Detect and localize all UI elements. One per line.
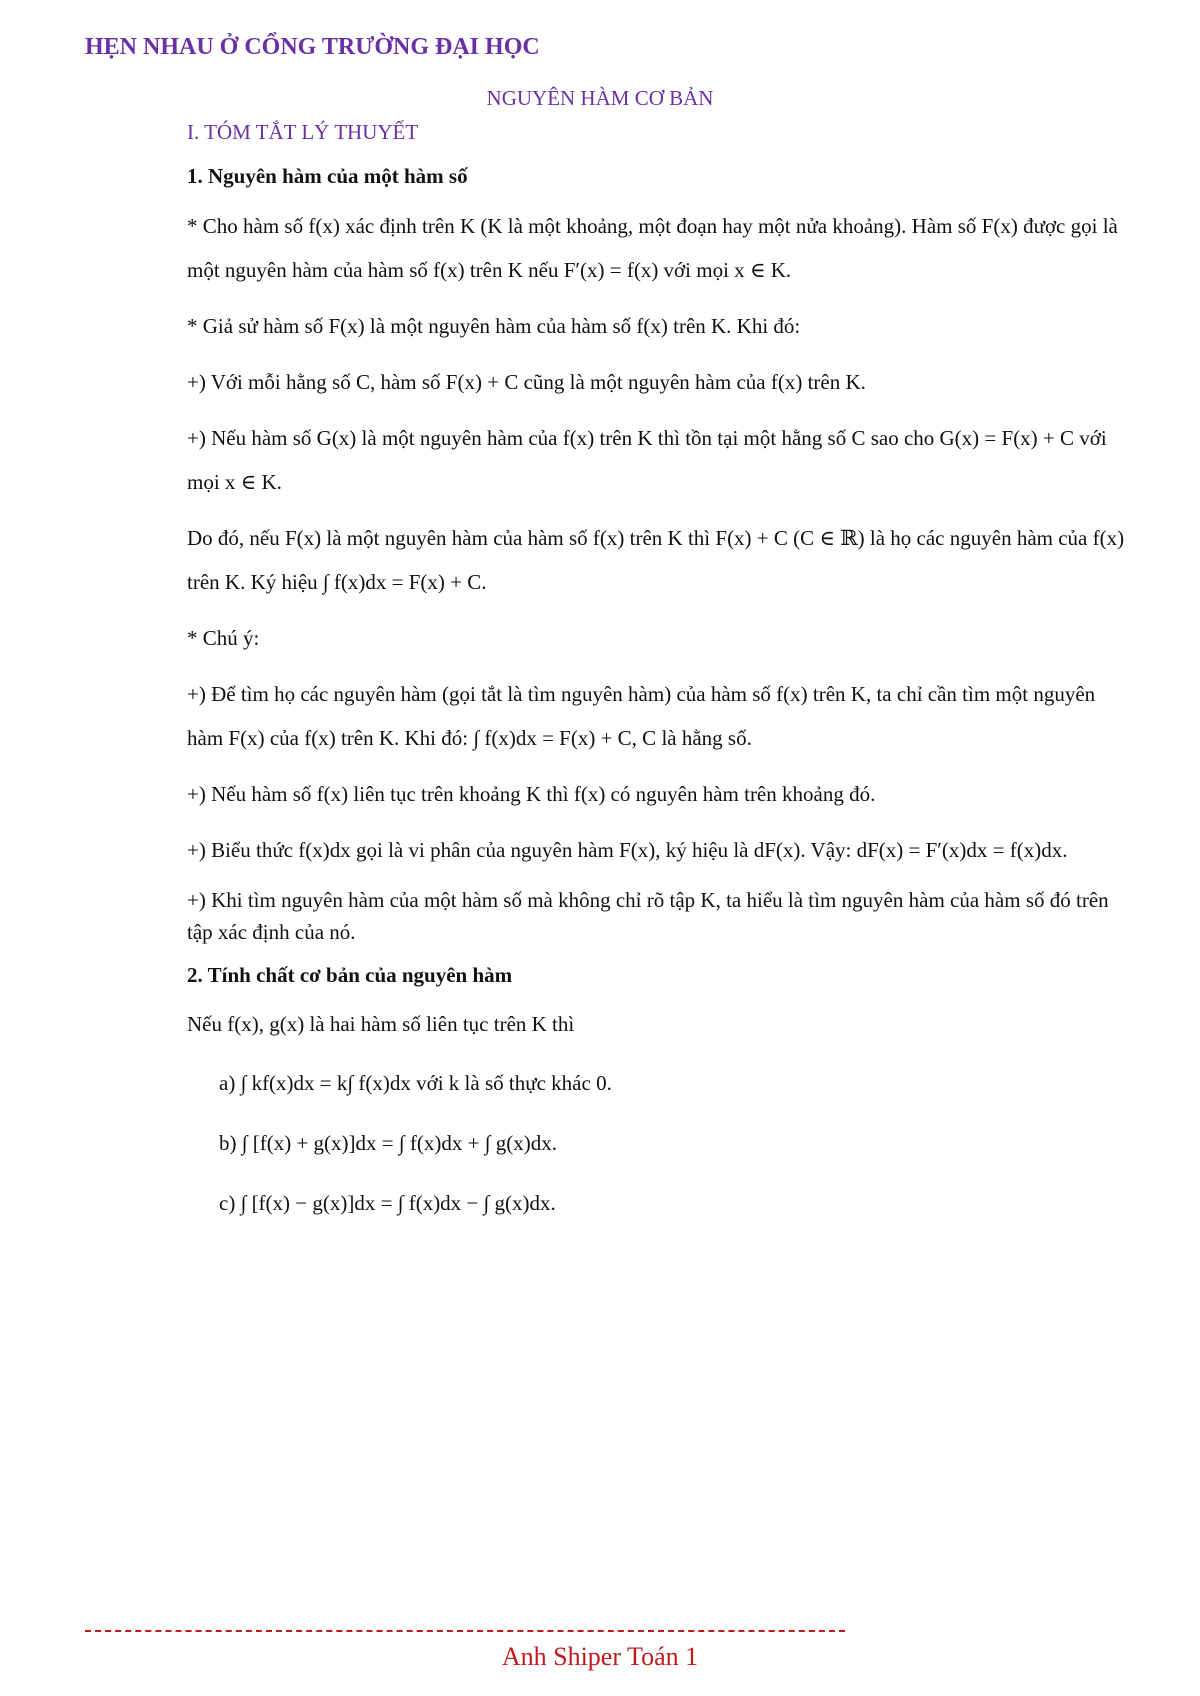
note-paragraph-1: +) Để tìm họ các nguyên hàm (gọi tắt là tìm nguyên hàm) của hàm số f(x) trên K, ta chỉ cần tìm một nguyên hàm F(x) của f(x) trên K. Khi đó: ∫ f(x)dx = F(x) + C, C là hằng số. bbox=[187, 681, 1096, 750]
property-paragraph-2: +) Nếu hàm số G(x) là một nguyên hàm của f(x) trên K thì tồn tại một hằng số C sao cho G(x) = F(x) + C với mọi x ∈ K. bbox=[187, 425, 1107, 494]
assumption-paragraph: * Giả sử hàm số F(x) là một nguyên hàm của hàm số f(x) trên K. Khi đó: bbox=[187, 313, 801, 338]
note-paragraph-2: +) Nếu hàm số f(x) liên tục trên khoảng K thì f(x) có nguyên hàm trên khoảng đó. bbox=[187, 781, 876, 806]
property-item-b: b) ∫ [f(x) + g(x)]dx = ∫ f(x)dx + ∫ g(x)dx. bbox=[219, 1131, 557, 1156]
note-paragraph-4: +) Khi tìm nguyên hàm của một hàm số mà không chỉ rõ tập K, ta hiểu là tìm nguyên hàm của hàm số đó trên tập xác định của nó. bbox=[187, 887, 1109, 944]
property-paragraph-1: +) Với mỗi hằng số C, hàm số F(x) + C cũng là một nguyên hàm của f(x) trên K. bbox=[187, 369, 866, 394]
subsection-heading-2: 2. Tính chất cơ bản của nguyên hàm bbox=[187, 962, 513, 987]
definition-paragraph: * Cho hàm số f(x) xác định trên K (K là một khoảng, một đoạn hay một nửa khoảng). Hàm số F(x) được gọi là một nguyên hàm của hàm số f(x) trên K nếu F′(x) = f(x) với mọi x ∈ K. bbox=[187, 213, 1118, 282]
footer-divider bbox=[85, 1630, 845, 1632]
note-paragraph-3: +) Biểu thức f(x)dx gọi là vi phân của nguyên hàm F(x), ký hiệu là dF(x). Vậy: dF(x) = F′(x)dx = f(x)dx. bbox=[187, 837, 1068, 862]
page-title: NGUYÊN HÀM CƠ BẢN bbox=[486, 86, 714, 110]
document-body bbox=[187, 117, 1127, 1238]
property-item-a: a) ∫ kf(x)dx = k∫ f(x)dx với k là số thực khác 0. bbox=[219, 1071, 612, 1096]
property-item-c: c) ∫ [f(x) − g(x)]dx = ∫ f(x)dx − ∫ g(x)dx. bbox=[219, 1191, 556, 1216]
subsection-heading-1: 1. Nguyên hàm của một hàm số bbox=[187, 164, 468, 189]
banner-heading: HẸN NHAU Ở CỔNG TRƯỜNG ĐẠI HỌC bbox=[85, 34, 540, 60]
note-heading: * Chú ý: bbox=[187, 625, 260, 650]
section-heading: I. TÓM TẮT LÝ THUYẾT bbox=[187, 120, 419, 144]
footer-text: Anh Shiper Toán 1 bbox=[501, 1642, 699, 1671]
properties-intro: Nếu f(x), g(x) là hai hàm số liên tục trên K thì bbox=[187, 1012, 575, 1037]
family-paragraph: Do đó, nếu F(x) là một nguyên hàm của hàm số f(x) trên K thì F(x) + C (C ∈ ℝ) là họ các nguyên hàm của f(x) trên K. Ký hiệu ∫ f(x)dx = F(x) + C. bbox=[187, 525, 1125, 594]
